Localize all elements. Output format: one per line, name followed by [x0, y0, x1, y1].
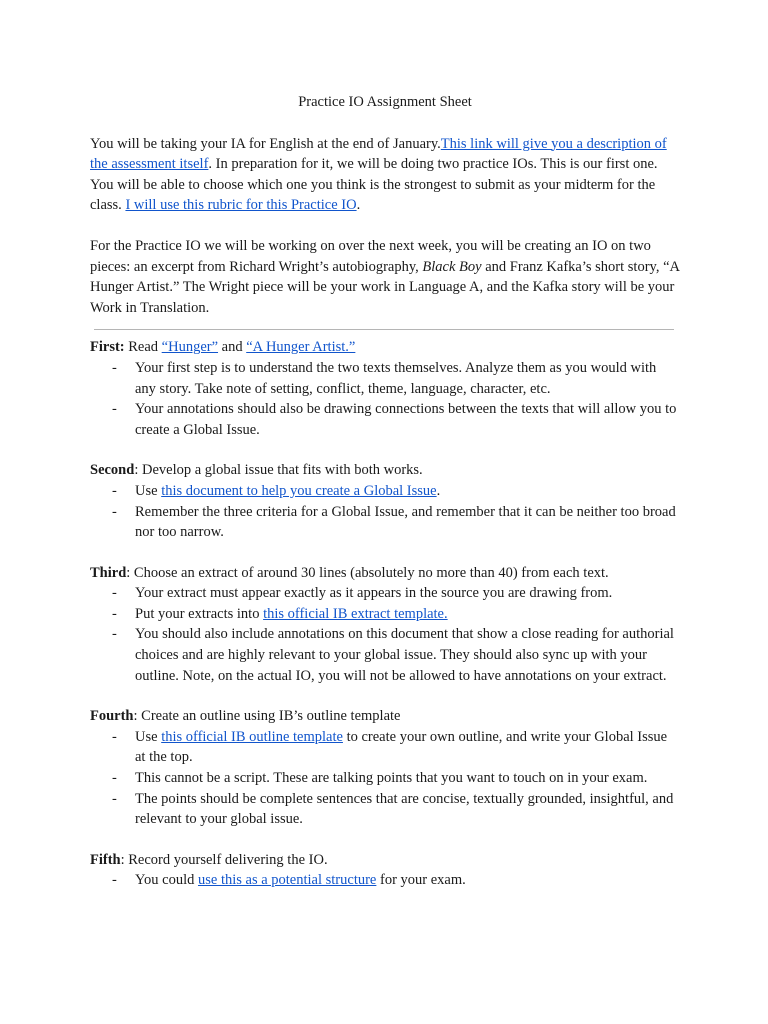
intro-text-1: You will be taking your IA for English at the end of January. [90, 135, 441, 152]
overview-paragraph [90, 236, 680, 318]
list-item [90, 789, 680, 830]
step-third-label: Third [90, 564, 127, 581]
intro-text-2: . In preparation for it, we will be doing two practice IOs. This is our first one. You will be able to choose which one you think is the strongest to submit as your midterm for the class. [90, 156, 658, 214]
list-item-text: Use [135, 482, 162, 499]
list-item-text: Your extract must appear exactly as it appears in the source you are drawing from. [135, 585, 613, 602]
dash-marker: - [112, 872, 117, 889]
step-fifth-heading [90, 850, 680, 871]
hunger-link[interactable]: “Hunger” [161, 339, 219, 356]
step-fourth-list [90, 727, 680, 830]
list-item [90, 358, 680, 399]
step-third-list [90, 583, 680, 686]
list-item-text: The points should be complete sentences that are concise, textually grounded, insightful, and relevant to your global issue. [135, 790, 674, 828]
step-second-heading [90, 460, 680, 481]
step-second [90, 460, 680, 542]
list-item [90, 727, 680, 768]
intro-paragraph [90, 134, 680, 216]
step-third [90, 563, 680, 687]
list-item [90, 399, 680, 440]
overview-text-2: and Franz Kafka’s short story, “A Hunger Artist.” The Wright piece will be your work in Language A, and the Kafka story will be your Work in Translation. [90, 258, 680, 316]
step-fourth-text: : Create an outline using IB’s outline template [133, 708, 401, 725]
list-item-text: You should also include annotations on this document that show a close reading for authorial choices and are highly relevant to your global issue. They should also sync up with your outline. Note, on the actual IO, you will not be allowed to have annotations on your extract. [135, 626, 674, 684]
step-first-list [90, 358, 680, 440]
extract-template-link[interactable]: this official IB extract template. [263, 605, 448, 622]
list-item [90, 604, 680, 625]
dash-marker: - [112, 728, 117, 745]
step-first-label: First: [90, 339, 125, 356]
step-fifth-text: : Record yourself delivering the IO. [120, 851, 328, 868]
list-item [90, 583, 680, 604]
list-item-text: . [436, 482, 441, 499]
document-title: Practice IO Assignment Sheet [298, 94, 472, 110]
a-hunger-artist-link[interactable]: “A Hunger Artist.” [246, 339, 356, 356]
step-first-heading [90, 337, 680, 358]
list-item-text: You could [135, 872, 198, 889]
assessment-description-link[interactable]: This link will give you a description of the assessment itself [90, 135, 667, 173]
step-first [90, 337, 680, 440]
overview-text-1: For the Practice IO we will be working on over the next week, you will be creating an IO on two pieces: an excerpt from Richard Wright’s autobiography, [90, 237, 651, 275]
step-first-text-2: and [218, 339, 247, 356]
dash-marker: - [112, 790, 117, 807]
step-fourth-label: Fourth [90, 708, 134, 725]
outline-template-link[interactable]: this official IB outline template [161, 728, 343, 745]
step-fifth-list [90, 870, 680, 891]
dash-marker: - [112, 503, 117, 520]
list-item-text: to create your own outline, and write your Global Issue at the top. [135, 728, 668, 766]
intro-text-3: . [356, 197, 361, 214]
dash-marker: - [112, 605, 117, 622]
step-second-list [90, 481, 680, 543]
global-issue-document-link[interactable]: this document to help you create a Global Issue [161, 482, 437, 499]
list-item [90, 768, 680, 789]
list-item [90, 870, 680, 891]
list-item-text: Put your extracts into [135, 605, 264, 622]
document-body [90, 92, 680, 891]
book-title-black-boy: Black Boy [422, 258, 482, 275]
dash-marker: - [112, 401, 117, 418]
step-fourth-heading [90, 706, 680, 727]
list-item-text: Use [135, 728, 162, 745]
step-third-heading [90, 563, 680, 584]
step-third-text: : Choose an extract of around 30 lines (absolutely no more than 40) from each text. [126, 564, 609, 581]
step-first-text-1: Read [124, 339, 162, 356]
rubric-link[interactable]: I will use this rubric for this Practice IO [125, 197, 357, 214]
dash-marker: - [112, 626, 117, 643]
list-item-text: Your annotations should also be drawing connections between the texts that will allow you to create a Global Issue. [135, 401, 677, 438]
dash-marker: - [112, 585, 117, 602]
list-item [90, 502, 680, 543]
list-item-text: Your first step is to understand the two texts themselves. Analyze them as you would with any story. Take note of setting, conflict, theme, language, character, etc. [135, 359, 657, 397]
dash-marker: - [112, 359, 117, 376]
horizontal-divider [94, 329, 674, 330]
list-item [90, 624, 680, 686]
list-item-text: This cannot be a script. These are talking points that you want to touch on in your exam. [135, 770, 648, 787]
list-item-text: for your exam. [376, 872, 466, 889]
step-second-label: Second [90, 462, 135, 479]
step-second-text: : Develop a global issue that fits with both works. [134, 462, 423, 479]
step-fourth [90, 706, 680, 830]
potential-structure-link[interactable]: use this as a potential structure [197, 872, 377, 889]
list-item [90, 481, 680, 502]
step-fifth-label: Fifth [90, 851, 121, 868]
list-item-text: Remember the three criteria for a Global Issue, and remember that it can be neither too broad nor too narrow. [135, 503, 676, 541]
dash-marker: - [112, 482, 117, 499]
step-fifth [90, 850, 680, 891]
dash-marker: - [112, 770, 117, 787]
